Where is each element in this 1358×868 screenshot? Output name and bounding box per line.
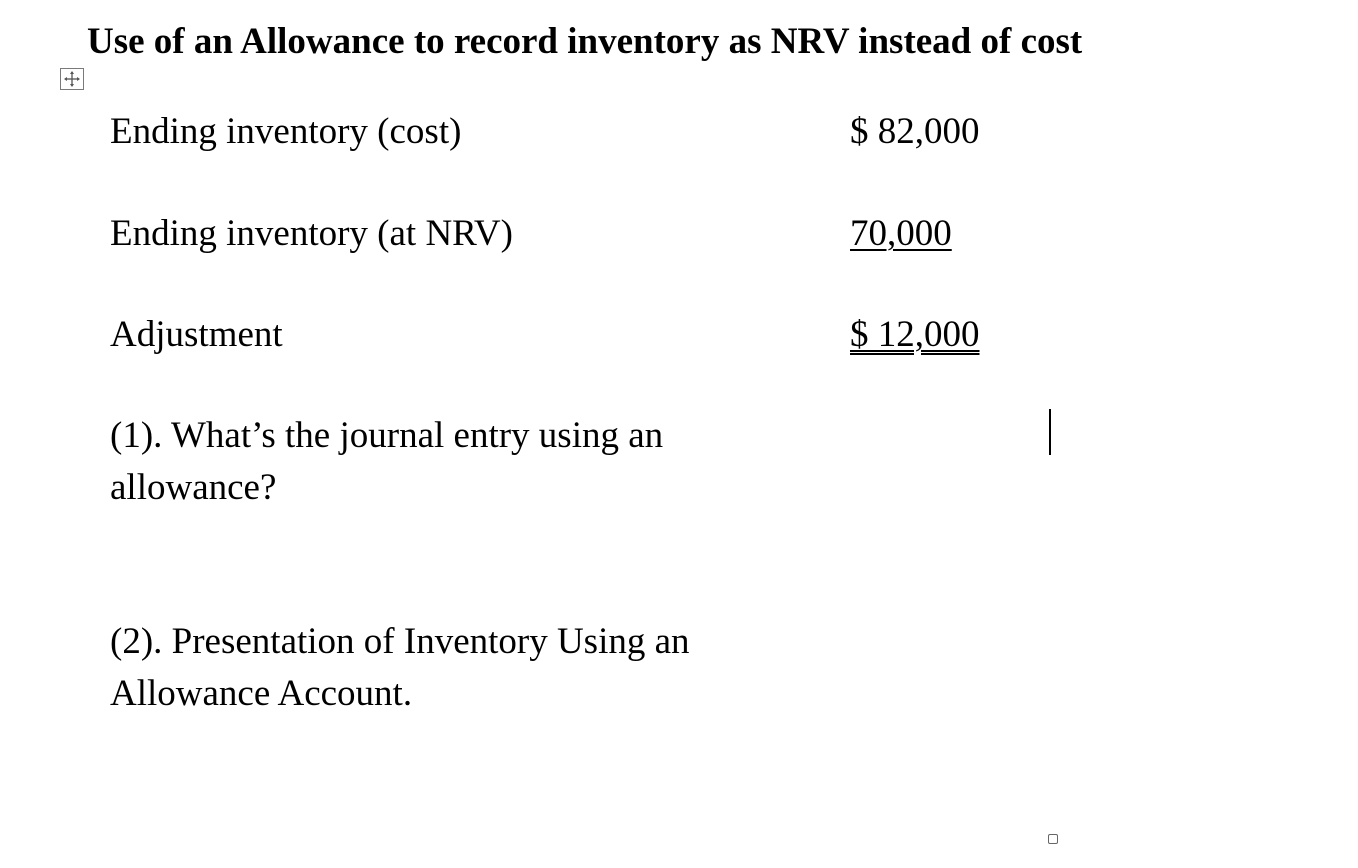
move-arrows-icon bbox=[61, 69, 83, 89]
question-1: (1). What’s the journal entry using an allowance? bbox=[110, 415, 664, 508]
question-2: (2). Presentation of Inventory Using an Allowance Account. bbox=[110, 621, 690, 714]
row-label-cost: Ending inventory (cost) bbox=[110, 111, 462, 152]
row-value-nrv: 70,000 bbox=[850, 213, 952, 254]
resize-square-icon[interactable] bbox=[1048, 834, 1058, 844]
row-value-cost: $ 82,000 bbox=[850, 111, 980, 152]
table-move-handle[interactable] bbox=[60, 68, 84, 90]
text-cursor bbox=[1049, 409, 1051, 455]
row-label-adjustment: Adjustment bbox=[110, 314, 283, 355]
document-title: Use of an Allowance to record inventory as NRV instead of cost bbox=[87, 21, 1083, 62]
row-value-adjustment: $ 12,000 bbox=[850, 314, 980, 355]
row-label-nrv: Ending inventory (at NRV) bbox=[110, 213, 513, 254]
